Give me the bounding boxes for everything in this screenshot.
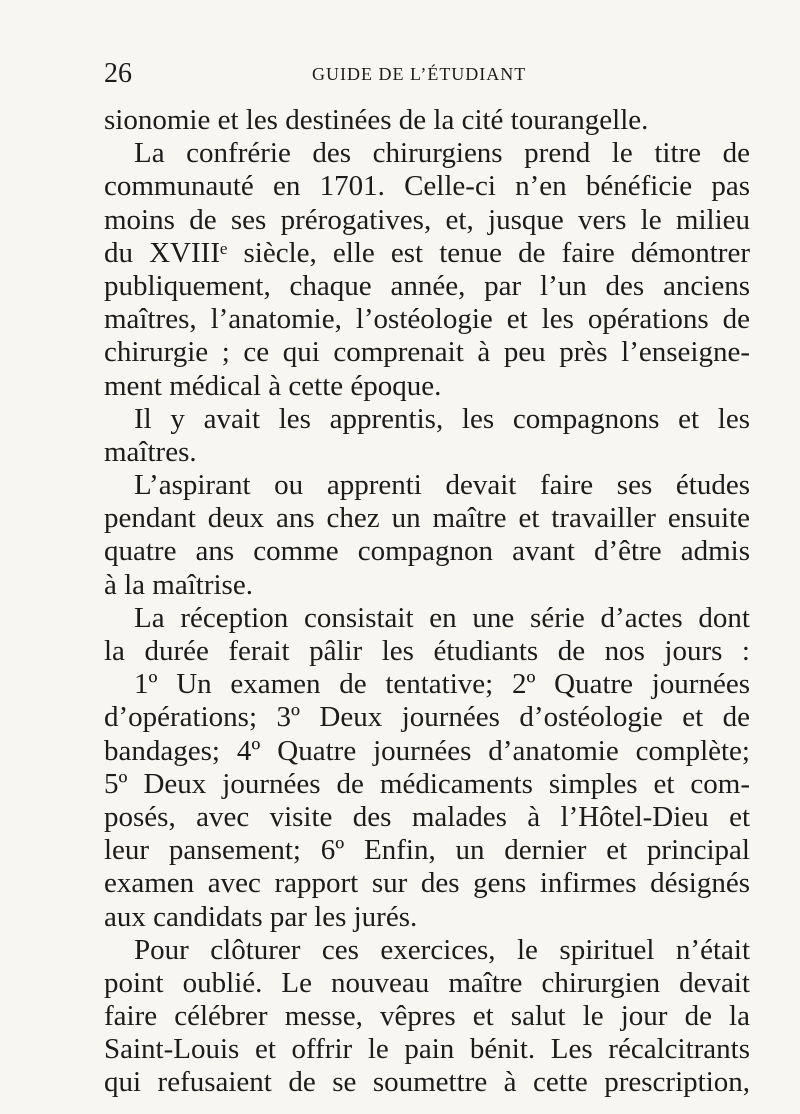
text-line: pendant deux ans chez un maître et travailler ensuite — [104, 502, 750, 535]
text-line: qui refusaient de se soumettre à cette prescription, — [104, 1066, 750, 1099]
text-line: d’opérations; 3º Deux journées d’ostéologie et de — [104, 701, 750, 734]
text-line: du XVIIIᵉ siècle, elle est tenue de faire démontrer — [104, 236, 750, 269]
text-line: leur pansement; 6º Enfin, un dernier et principal — [104, 834, 750, 867]
text-line: chirurgie ; ce qui comprenait à peu près l’enseigne- — [104, 336, 750, 369]
text-line: 1º Un examen de tentative; 2º Quatre journées — [134, 668, 750, 701]
text-line: à la maîtrise. — [104, 568, 253, 601]
text-line: Saint-Louis et offrir le pain bénit. Les récalcitrants — [104, 1033, 750, 1066]
text-line: point oublié. Le nouveau maître chirurgien devait — [104, 966, 750, 999]
text-line: Pour clôturer ces exercices, le spirituel n’était — [134, 933, 750, 966]
text-line: communauté en 1701. Celle-ci n’en bénéficie pas — [104, 170, 750, 203]
text-line: posés, avec visite des malades à l’Hôtel-Dieu et — [104, 800, 750, 833]
text-line: maîtres. — [104, 435, 197, 468]
text-line: publiquement, chaque année, par l’un des anciens — [104, 269, 750, 302]
text-line: ment médical à cette époque. — [104, 369, 442, 402]
text-line: quatre ans comme compagnon avant d’être admis — [104, 535, 750, 568]
text-line: faire célébrer messe, vêpres et salut le jour de la — [104, 1000, 750, 1033]
text-line: aux candidats par les jurés. — [104, 900, 418, 933]
text-line: sionomie et les destinées de la cité tourangelle. — [104, 104, 649, 136]
text-line: la durée ferait pâlir les étudiants de nos jours : — [104, 635, 750, 667]
text-line: La confrérie des chirurgiens prend le titre de — [134, 137, 750, 170]
text-line: examen avec rapport sur des gens infirmes désignés — [104, 867, 750, 900]
text-line: moins de ses prérogatives, et, jusque vers le milieu — [104, 203, 750, 236]
text-line: La réception consistait en une série d’actes dont — [134, 601, 750, 634]
page-header — [104, 58, 750, 88]
text-line: L’aspirant ou apprenti devait faire ses études — [134, 469, 750, 502]
running-title: GUIDE DE L’ÉTUDIANT — [312, 64, 527, 84]
body-text — [104, 104, 750, 1100]
page-number: 26 — [104, 58, 132, 89]
text-line: 5º Deux journées de médicaments simples et com- — [104, 767, 750, 800]
text-line: bandages; 4º Quatre journées d’anatomie complète; — [104, 734, 750, 767]
text-line: maîtres, l’anatomie, l’ostéologie et les opérations de — [104, 303, 750, 336]
text-line: Il y avait les apprentis, les compagnons et les — [134, 402, 750, 435]
